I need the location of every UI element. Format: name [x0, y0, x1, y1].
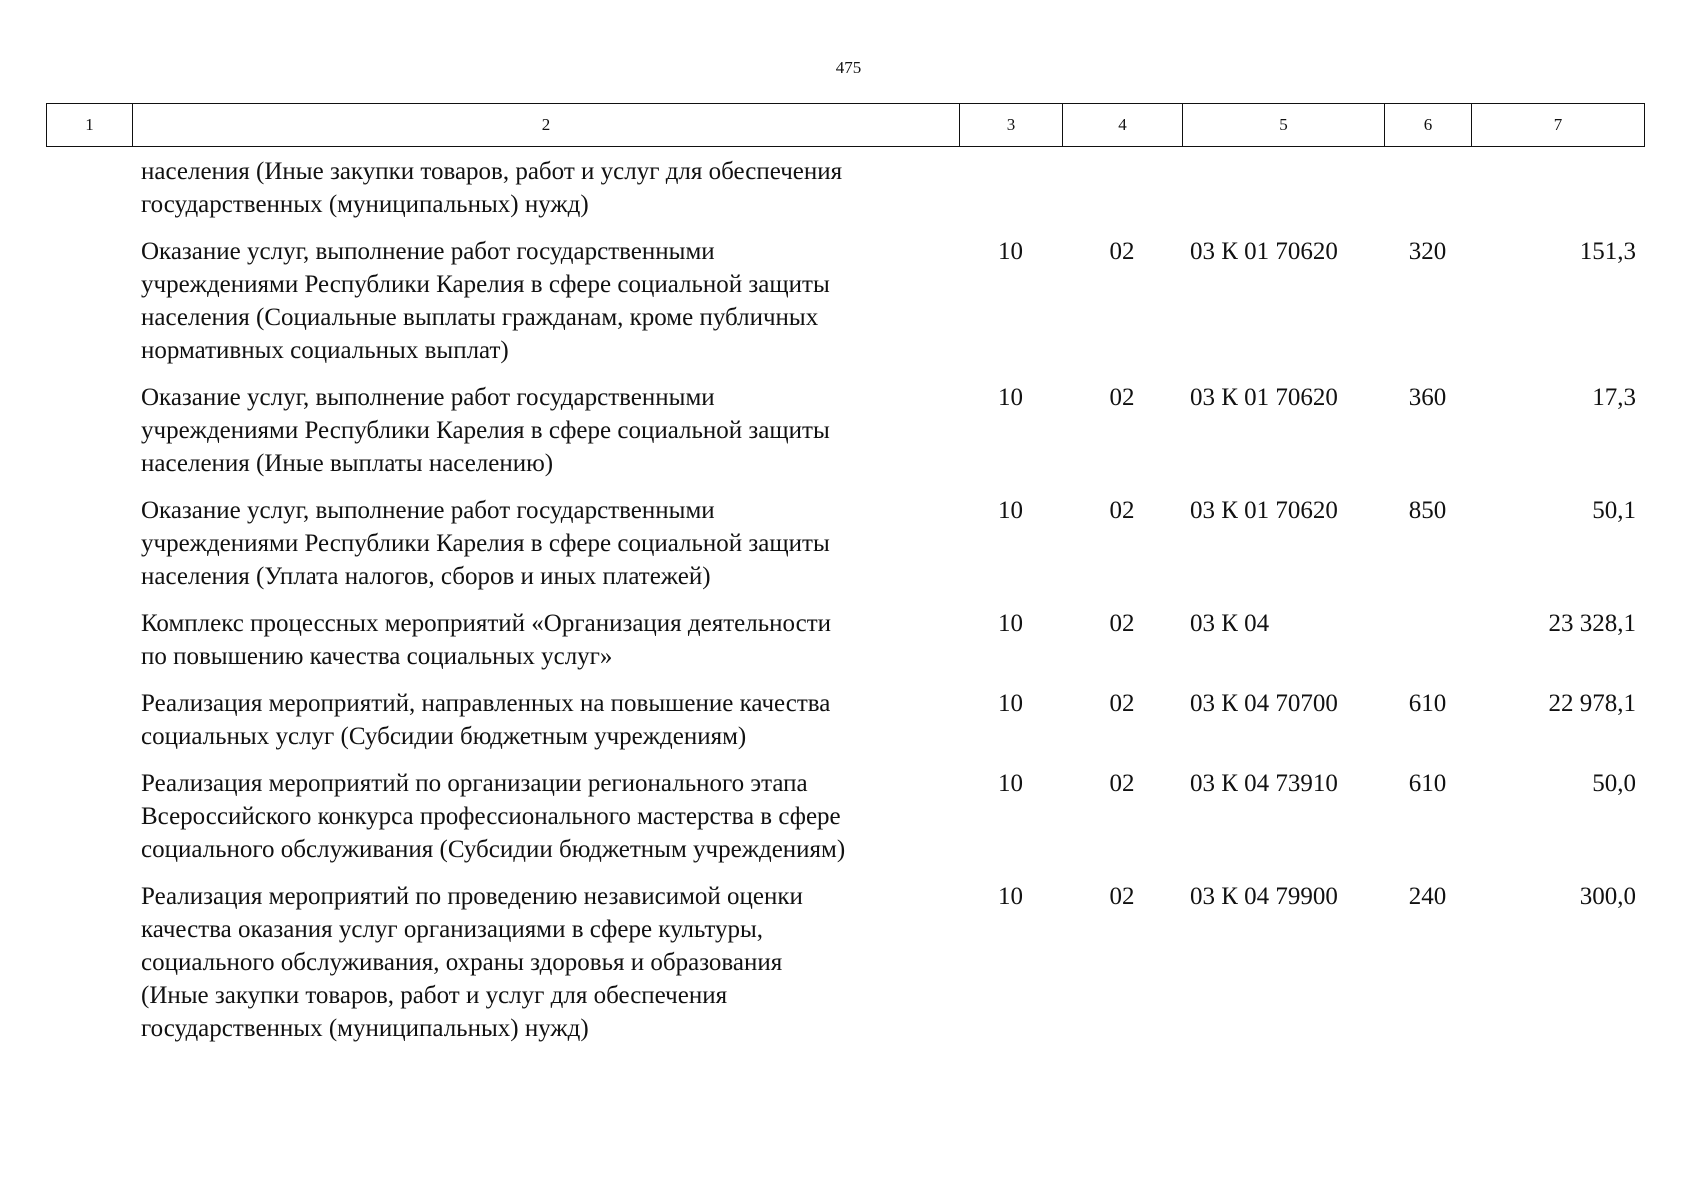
budget-table	[46, 155, 1644, 1059]
description-cell	[132, 880, 959, 1059]
table-row	[46, 235, 1644, 381]
column-header-7: 7	[1472, 104, 1645, 147]
amount-cell: 151,3	[1579, 238, 1636, 265]
table-row	[46, 687, 1644, 767]
amount-cell: 50,0	[1592, 770, 1636, 797]
expense-type-cell: 320	[1408, 238, 1447, 265]
subsection-cell: 02	[1109, 384, 1135, 411]
description-cell	[132, 494, 959, 607]
row-number-cell	[46, 494, 132, 607]
target-code-cell: 03 К 04 79900	[1190, 883, 1338, 910]
section-cell: 10	[998, 690, 1023, 717]
expense-type-cell	[1384, 155, 1471, 235]
column-header-1: 1	[47, 104, 133, 147]
expense-type-cell: 360	[1408, 384, 1447, 411]
amount-cell	[1471, 155, 1644, 235]
target-code-cell: 03 К 01 70620	[1190, 238, 1338, 265]
amount-cell: 17,3	[1592, 384, 1636, 411]
description-text: Оказание услуг, выполнение работ государственными учреждениями Республики Карелия в сфере социальной защиты населения (Социальные выплаты гражданам, кроме публичных нормативных социальных выплат)	[141, 238, 830, 364]
subsection-cell: 02	[1109, 497, 1135, 524]
description-cell	[132, 687, 959, 767]
section-cell: 10	[998, 610, 1023, 637]
column-header-row	[47, 104, 1645, 147]
subsection-cell: 02	[1109, 238, 1135, 265]
amount-cell: 23 328,1	[1548, 610, 1636, 637]
amount-cell: 50,1	[1592, 497, 1636, 524]
column-header-3: 3	[960, 104, 1063, 147]
expense-type-cell	[1384, 607, 1471, 687]
table-row	[46, 880, 1644, 1059]
table-row	[46, 381, 1644, 494]
description-cell	[132, 607, 959, 687]
subsection-cell: 02	[1109, 883, 1135, 910]
description-text: Реализация мероприятий по проведению независимой оценки качества оказания услуг организациями в сфере культуры, социального обслуживания, охраны здоровья и образования (Иные закупки товаров, работ и услуг для обеспечения государственных (муниципальных) нужд)	[141, 883, 803, 1042]
column-header-5: 5	[1183, 104, 1385, 147]
page-number: 475	[835, 58, 862, 77]
row-number-cell	[46, 880, 132, 1059]
description-text: Оказание услуг, выполнение работ государственными учреждениями Республики Карелия в сфере социальной защиты населения (Иные выплаты населению)	[141, 384, 830, 477]
section-cell: 10	[998, 770, 1023, 797]
description-cell	[132, 767, 959, 880]
row-number-cell	[46, 155, 132, 235]
description-cell	[132, 235, 959, 381]
table-row	[46, 155, 1644, 235]
section-cell	[959, 155, 1062, 235]
row-number-cell	[46, 235, 132, 381]
description-text: Оказание услуг, выполнение работ государственными учреждениями Республики Карелия в сфере социальной защиты населения (Уплата налогов, сборов и иных платежей)	[141, 497, 830, 590]
column-header-4: 4	[1063, 104, 1183, 147]
target-code-cell: 03 К 04	[1190, 610, 1270, 637]
description-cell	[132, 381, 959, 494]
row-number-cell	[46, 767, 132, 880]
target-code-cell: 03 К 01 70620	[1190, 497, 1338, 524]
section-cell: 10	[998, 384, 1023, 411]
row-number-cell	[46, 381, 132, 494]
subsection-cell	[1062, 155, 1182, 235]
table-row	[46, 767, 1644, 880]
section-cell: 10	[998, 238, 1023, 265]
amount-cell: 22 978,1	[1548, 690, 1636, 717]
description-text: Комплекс процессных мероприятий «Организация деятельности по повышению качества социальных услуг»	[141, 610, 832, 670]
description-cell	[132, 155, 959, 235]
target-code-cell: 03 К 04 70700	[1190, 690, 1338, 717]
column-header-table	[46, 103, 1645, 147]
subsection-cell: 02	[1109, 770, 1135, 797]
section-cell: 10	[998, 883, 1023, 910]
expense-type-cell: 610	[1408, 690, 1447, 717]
description-text: Реализация мероприятий по организации регионального этапа Всероссийского конкурса профессионального мастерства в сфере социального обслуживания (Субсидии бюджетным учреждениям)	[141, 770, 846, 863]
row-number-cell	[46, 607, 132, 687]
subsection-cell: 02	[1109, 610, 1135, 637]
target-code-cell: 03 К 04 73910	[1190, 770, 1338, 797]
table-row	[46, 494, 1644, 607]
description-text: Реализация мероприятий, направленных на повышение качества социальных услуг (Субсидии бюджетным учреждениям)	[141, 690, 831, 750]
target-code-cell: 03 К 01 70620	[1190, 384, 1338, 411]
row-number-cell	[46, 687, 132, 767]
table-row	[46, 607, 1644, 687]
expense-type-cell: 850	[1408, 497, 1447, 524]
amount-cell: 300,0	[1579, 883, 1636, 910]
column-header-2: 2	[133, 104, 960, 147]
expense-type-cell: 610	[1408, 770, 1447, 797]
subsection-cell: 02	[1109, 690, 1135, 717]
description-text: населения (Иные закупки товаров, работ и услуг для обеспечения государственных (муниципальных) нужд)	[141, 158, 843, 218]
column-header-6: 6	[1385, 104, 1472, 147]
target-code-cell	[1182, 155, 1384, 235]
expense-type-cell: 240	[1408, 883, 1447, 910]
section-cell: 10	[998, 497, 1023, 524]
